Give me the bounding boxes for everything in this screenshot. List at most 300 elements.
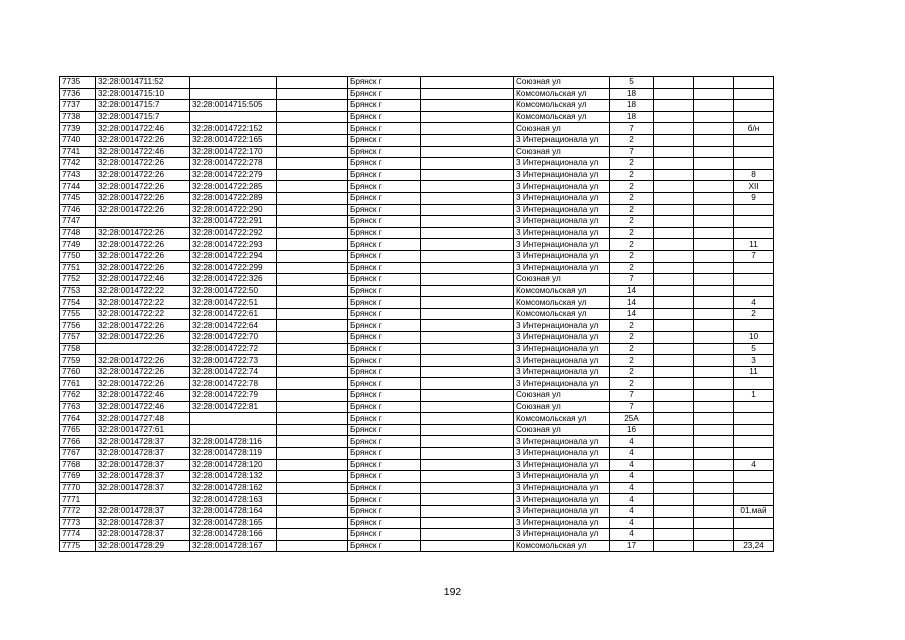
cell-object-number: 32:28:0014722:289: [190, 192, 277, 204]
cell-object-number: 32:28:0014722:78: [190, 378, 277, 390]
table-row: [60, 181, 774, 193]
cell-extra: [734, 424, 774, 436]
cell-blank: [694, 100, 734, 112]
cell-blank: [277, 262, 348, 274]
cell-house: 7: [610, 274, 654, 286]
cell-cadastral-number: 32:28:0014722:26: [96, 332, 190, 344]
cell-object-number: 32:28:0014722:79: [190, 390, 277, 402]
cell-blank: [277, 239, 348, 251]
cell-cadastral-number: 32:28:0014722:26: [96, 134, 190, 146]
cell-cadastral-number: 32:28:0014722:26: [96, 192, 190, 204]
cell-house: 2: [610, 227, 654, 239]
cell-house: 2: [610, 192, 654, 204]
cell-row-number: 7763: [60, 401, 96, 413]
cell-blank: [694, 320, 734, 332]
cell-street: Комсомольская ул: [514, 88, 610, 100]
cell-house: 2: [610, 332, 654, 344]
cell-blank: [277, 227, 348, 239]
cell-blank: [421, 262, 514, 274]
cell-object-number: 32:28:0014728:164: [190, 505, 277, 517]
cell-street: Союзная ул: [514, 401, 610, 413]
cell-object-number: 32:28:0014728:167: [190, 540, 277, 552]
cell-blank: [694, 505, 734, 517]
cell-extra: 4: [734, 459, 774, 471]
cell-cadastral-number: 32:28:0014722:26: [96, 204, 190, 216]
cell-blank: [277, 471, 348, 483]
table-row: [60, 123, 774, 135]
cell-blank: [277, 111, 348, 123]
cell-street: 3 Интернационала ул: [514, 320, 610, 332]
cell-cadastral-number: 32:28:0014722:46: [96, 401, 190, 413]
cell-blank: [277, 378, 348, 390]
table-row: [60, 285, 774, 297]
cell-blank: [694, 436, 734, 448]
cell-city: Брянск г: [348, 123, 421, 135]
cell-street: 3 Интернационала ул: [514, 343, 610, 355]
cell-blank: [654, 424, 694, 436]
cell-object-number: 32:28:0014722:72: [190, 343, 277, 355]
cell-blank: [654, 401, 694, 413]
cell-row-number: 7746: [60, 204, 96, 216]
cell-cadastral-number: 32:28:0014722:46: [96, 274, 190, 286]
cell-blank: [421, 274, 514, 286]
cell-blank: [277, 343, 348, 355]
cell-object-number: 32:28:0014728:163: [190, 494, 277, 506]
cell-blank: [694, 274, 734, 286]
cell-object-number: 32:28:0014728:119: [190, 448, 277, 460]
cell-city: Брянск г: [348, 216, 421, 228]
cell-blank: [654, 448, 694, 460]
table-row: [60, 262, 774, 274]
cell-blank: [277, 204, 348, 216]
cell-row-number: 7739: [60, 123, 96, 135]
cell-blank: [694, 343, 734, 355]
cell-blank: [421, 390, 514, 402]
cell-blank: [654, 192, 694, 204]
cell-house: 14: [610, 297, 654, 309]
cell-blank: [421, 401, 514, 413]
cell-extra: 23,24: [734, 540, 774, 552]
cell-cadastral-number: [96, 494, 190, 506]
cell-blank: [694, 413, 734, 425]
cell-blank: [421, 100, 514, 112]
cell-blank: [694, 297, 734, 309]
cell-house: 17: [610, 540, 654, 552]
cell-blank: [421, 158, 514, 170]
cell-blank: [694, 169, 734, 181]
cell-cadastral-number: [96, 343, 190, 355]
cell-blank: [654, 216, 694, 228]
cell-object-number: 32:28:0014722:51: [190, 297, 277, 309]
table-row: [60, 146, 774, 158]
cell-city: Брянск г: [348, 448, 421, 460]
table-row: [60, 459, 774, 471]
cell-blank: [421, 343, 514, 355]
cell-street: Комсомольская ул: [514, 285, 610, 297]
cell-extra: [734, 413, 774, 425]
cell-row-number: 7768: [60, 459, 96, 471]
cell-street: Комсомольская ул: [514, 413, 610, 425]
cell-row-number: 7738: [60, 111, 96, 123]
cell-blank: [654, 517, 694, 529]
table-row: [60, 494, 774, 506]
cell-blank: [654, 540, 694, 552]
cell-house: 7: [610, 390, 654, 402]
cell-row-number: 7740: [60, 134, 96, 146]
cell-blank: [694, 332, 734, 344]
cell-blank: [694, 459, 734, 471]
cell-blank: [654, 250, 694, 262]
cell-street: 3 Интернационала ул: [514, 192, 610, 204]
cell-blank: [421, 123, 514, 135]
cell-blank: [421, 320, 514, 332]
cell-object-number: 32:28:0014722:285: [190, 181, 277, 193]
cell-house: 2: [610, 262, 654, 274]
table-row: [60, 250, 774, 262]
cell-cadastral-number: 32:28:0014722:26: [96, 378, 190, 390]
cell-cadastral-number: 32:28:0014715:7: [96, 100, 190, 112]
cell-street: 3 Интернационала ул: [514, 505, 610, 517]
cell-blank: [654, 123, 694, 135]
cell-street: 3 Интернационала ул: [514, 134, 610, 146]
cell-object-number: 32:28:0014722:291: [190, 216, 277, 228]
cell-row-number: 7759: [60, 355, 96, 367]
cell-row-number: 7747: [60, 216, 96, 228]
cell-blank: [277, 482, 348, 494]
cell-blank: [654, 529, 694, 541]
cell-blank: [654, 413, 694, 425]
cell-street: Союзная ул: [514, 123, 610, 135]
cell-object-number: 32:28:0014728:162: [190, 482, 277, 494]
cell-blank: [694, 262, 734, 274]
cell-extra: 2: [734, 308, 774, 320]
cell-blank: [694, 366, 734, 378]
cell-street: 3 Интернационала ул: [514, 332, 610, 344]
cell-blank: [421, 216, 514, 228]
cell-house: 7: [610, 146, 654, 158]
cell-row-number: 7754: [60, 297, 96, 309]
cell-row-number: 7756: [60, 320, 96, 332]
cell-blank: [694, 123, 734, 135]
cell-house: 2: [610, 366, 654, 378]
cell-object-number: [190, 413, 277, 425]
table-row: [60, 227, 774, 239]
registry-table: [59, 76, 774, 552]
cell-extra: [734, 471, 774, 483]
cell-object-number: 32:28:0014715:505: [190, 100, 277, 112]
table-row: [60, 332, 774, 344]
table-row: [60, 401, 774, 413]
cell-blank: [277, 181, 348, 193]
cell-extra: 11: [734, 366, 774, 378]
cell-blank: [654, 297, 694, 309]
cell-house: 18: [610, 88, 654, 100]
cell-blank: [694, 448, 734, 460]
cell-blank: [654, 482, 694, 494]
cell-blank: [421, 285, 514, 297]
cell-row-number: 7767: [60, 448, 96, 460]
cell-street: Союзная ул: [514, 424, 610, 436]
cell-cadastral-number: 32:28:0014728:37: [96, 436, 190, 448]
cell-blank: [277, 100, 348, 112]
cell-row-number: 7771: [60, 494, 96, 506]
cell-row-number: 7736: [60, 88, 96, 100]
page-number: 192: [443, 586, 462, 598]
cell-object-number: 32:28:0014722:293: [190, 239, 277, 251]
cell-street: Комсомольская ул: [514, 540, 610, 552]
table-row: [60, 320, 774, 332]
cell-object-number: 32:28:0014722:294: [190, 250, 277, 262]
cell-extra: [734, 517, 774, 529]
cell-row-number: 7735: [60, 77, 96, 89]
cell-extra: [734, 77, 774, 89]
cell-cadastral-number: 32:28:0014728:37: [96, 482, 190, 494]
cell-blank: [421, 332, 514, 344]
cell-house: 2: [610, 355, 654, 367]
cell-blank: [694, 390, 734, 402]
cell-blank: [421, 436, 514, 448]
table-row: [60, 343, 774, 355]
table-row: [60, 77, 774, 89]
cell-blank: [654, 505, 694, 517]
cell-blank: [654, 111, 694, 123]
cell-extra: 10: [734, 332, 774, 344]
cell-blank: [654, 169, 694, 181]
cell-object-number: 32:28:0014728:166: [190, 529, 277, 541]
cell-blank: [277, 169, 348, 181]
cell-extra: [734, 401, 774, 413]
cell-blank: [694, 146, 734, 158]
cell-extra: 3: [734, 355, 774, 367]
cell-cadastral-number: 32:28:0014728:37: [96, 459, 190, 471]
cell-house: 18: [610, 111, 654, 123]
cell-city: Брянск г: [348, 494, 421, 506]
cell-cadastral-number: 32:28:0014728:37: [96, 448, 190, 460]
registry-body: [60, 77, 774, 552]
cell-blank: [421, 169, 514, 181]
cell-blank: [277, 274, 348, 286]
cell-object-number: [190, 111, 277, 123]
cell-row-number: 7748: [60, 227, 96, 239]
cell-blank: [277, 88, 348, 100]
cell-row-number: 7762: [60, 390, 96, 402]
cell-house: 2: [610, 134, 654, 146]
cell-city: Брянск г: [348, 227, 421, 239]
cell-street: Комсомольская ул: [514, 111, 610, 123]
cell-blank: [694, 285, 734, 297]
cell-house: 25А: [610, 413, 654, 425]
cell-city: Брянск г: [348, 134, 421, 146]
cell-object-number: 32:28:0014722:73: [190, 355, 277, 367]
cell-blank: [421, 227, 514, 239]
cell-row-number: 7761: [60, 378, 96, 390]
cell-cadastral-number: 32:28:0014728:37: [96, 471, 190, 483]
cell-row-number: 7737: [60, 100, 96, 112]
cell-cadastral-number: 32:28:0014722:22: [96, 308, 190, 320]
cell-blank: [654, 262, 694, 274]
cell-blank: [277, 158, 348, 170]
cell-extra: 8: [734, 169, 774, 181]
table-row: [60, 169, 774, 181]
cell-object-number: 32:28:0014728:120: [190, 459, 277, 471]
cell-city: Брянск г: [348, 413, 421, 425]
cell-house: 4: [610, 517, 654, 529]
cell-extra: [734, 320, 774, 332]
cell-blank: [694, 517, 734, 529]
cell-cadastral-number: 32:28:0014727:48: [96, 413, 190, 425]
cell-object-number: 32:28:0014728:132: [190, 471, 277, 483]
cell-house: 2: [610, 158, 654, 170]
cell-object-number: 32:28:0014722:278: [190, 158, 277, 170]
cell-house: 4: [610, 529, 654, 541]
cell-blank: [694, 216, 734, 228]
cell-city: Брянск г: [348, 239, 421, 251]
cell-blank: [277, 77, 348, 89]
cell-city: Брянск г: [348, 320, 421, 332]
cell-blank: [654, 366, 694, 378]
cell-house: 4: [610, 448, 654, 460]
cell-cadastral-number: [96, 216, 190, 228]
cell-city: Брянск г: [348, 540, 421, 552]
cell-street: 3 Интернационала ул: [514, 239, 610, 251]
cell-extra: [734, 285, 774, 297]
cell-extra: [734, 146, 774, 158]
cell-extra: 7: [734, 250, 774, 262]
cell-blank: [654, 343, 694, 355]
cell-blank: [654, 285, 694, 297]
cell-blank: [654, 320, 694, 332]
cell-row-number: 7764: [60, 413, 96, 425]
table-row: [60, 355, 774, 367]
cell-blank: [421, 413, 514, 425]
cell-blank: [694, 529, 734, 541]
table-row: [60, 111, 774, 123]
cell-object-number: 32:28:0014722:326: [190, 274, 277, 286]
cell-city: Брянск г: [348, 390, 421, 402]
cell-house: 2: [610, 378, 654, 390]
cell-object-number: 32:28:0014722:299: [190, 262, 277, 274]
table-row: [60, 436, 774, 448]
cell-city: Брянск г: [348, 505, 421, 517]
table-row: [60, 158, 774, 170]
cell-object-number: 32:28:0014722:74: [190, 366, 277, 378]
cell-blank: [654, 181, 694, 193]
cell-blank: [277, 297, 348, 309]
cell-city: Брянск г: [348, 517, 421, 529]
table-row: [60, 366, 774, 378]
cell-row-number: 7757: [60, 332, 96, 344]
cell-row-number: 7750: [60, 250, 96, 262]
cell-row-number: 7752: [60, 274, 96, 286]
cell-city: Брянск г: [348, 343, 421, 355]
cell-blank: [694, 88, 734, 100]
cell-blank: [654, 494, 694, 506]
cell-city: Брянск г: [348, 332, 421, 344]
cell-object-number: 32:28:0014722:61: [190, 308, 277, 320]
cell-blank: [277, 517, 348, 529]
cell-extra: [734, 436, 774, 448]
cell-blank: [654, 390, 694, 402]
cell-blank: [654, 204, 694, 216]
cell-blank: [277, 134, 348, 146]
cell-street: 3 Интернационала ул: [514, 262, 610, 274]
cell-object-number: 32:28:0014728:165: [190, 517, 277, 529]
cell-blank: [654, 88, 694, 100]
cell-blank: [654, 471, 694, 483]
cell-street: Комсомольская ул: [514, 308, 610, 320]
cell-house: 14: [610, 285, 654, 297]
cell-house: 4: [610, 482, 654, 494]
cell-blank: [694, 250, 734, 262]
cell-blank: [277, 355, 348, 367]
cell-row-number: 7773: [60, 517, 96, 529]
cell-city: Брянск г: [348, 204, 421, 216]
cell-cadastral-number: 32:28:0014722:22: [96, 285, 190, 297]
cell-blank: [421, 378, 514, 390]
cell-cadastral-number: 32:28:0014722:26: [96, 355, 190, 367]
cell-city: Брянск г: [348, 285, 421, 297]
cell-blank: [421, 239, 514, 251]
cell-street: 3 Интернационала ул: [514, 366, 610, 378]
cell-blank: [277, 505, 348, 517]
cell-house: 14: [610, 308, 654, 320]
cell-street: 3 Интернационала ул: [514, 204, 610, 216]
cell-blank: [277, 401, 348, 413]
cell-street: 3 Интернационала ул: [514, 517, 610, 529]
cell-house: 18: [610, 100, 654, 112]
cell-city: Брянск г: [348, 401, 421, 413]
cell-row-number: 7755: [60, 308, 96, 320]
cell-object-number: 32:28:0014722:64: [190, 320, 277, 332]
cell-blank: [654, 274, 694, 286]
table-row: [60, 216, 774, 228]
cell-blank: [421, 204, 514, 216]
cell-blank: [654, 308, 694, 320]
table-row: [60, 424, 774, 436]
cell-city: Брянск г: [348, 262, 421, 274]
cell-blank: [277, 123, 348, 135]
cell-extra: [734, 448, 774, 460]
cell-house: 2: [610, 250, 654, 262]
cell-cadastral-number: 32:28:0014715:10: [96, 88, 190, 100]
cell-row-number: 7770: [60, 482, 96, 494]
cell-extra: [734, 100, 774, 112]
cell-city: Брянск г: [348, 471, 421, 483]
cell-object-number: 32:28:0014722:165: [190, 134, 277, 146]
cell-house: 2: [610, 320, 654, 332]
cell-row-number: 7744: [60, 181, 96, 193]
cell-blank: [421, 540, 514, 552]
table-row: [60, 482, 774, 494]
cell-blank: [694, 134, 734, 146]
cell-extra: [734, 227, 774, 239]
cell-blank: [654, 459, 694, 471]
cell-object-number: 32:28:0014722:170: [190, 146, 277, 158]
cell-cadastral-number: 32:28:0014715:7: [96, 111, 190, 123]
cell-extra: [734, 204, 774, 216]
cell-house: 4: [610, 505, 654, 517]
cell-blank: [421, 517, 514, 529]
table-row: [60, 505, 774, 517]
cell-blank: [694, 158, 734, 170]
cell-row-number: 7769: [60, 471, 96, 483]
cell-extra: XII: [734, 181, 774, 193]
cell-blank: [694, 239, 734, 251]
cell-house: 5: [610, 77, 654, 89]
cell-blank: [277, 424, 348, 436]
cell-city: Брянск г: [348, 424, 421, 436]
cell-street: 3 Интернационала ул: [514, 355, 610, 367]
